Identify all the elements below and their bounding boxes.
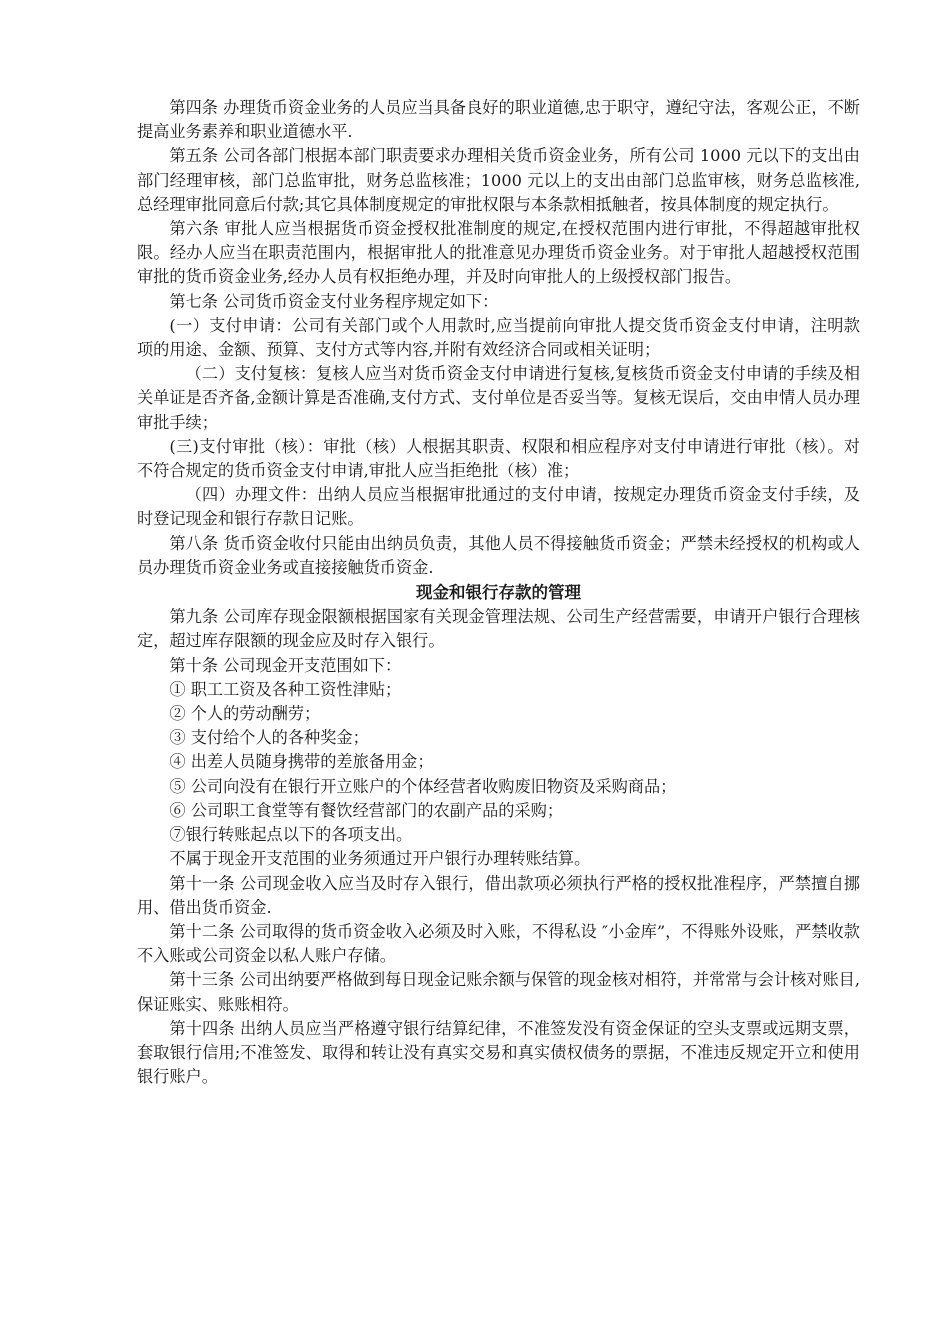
article-7-item-3: (三)支付审批（核）：审批（核）人根据其职责、权限和相应程序对支付申请进行审批（核）。对不符合规定的货币资金支付申请,审批人应当拒绝批（核）准； [137,436,860,481]
list-item: ③ 支付给个人的各种奖金； [169,728,369,748]
article-8: 第八条 货币资金收付只能由出纳员负责，其他人员不得接触货币资金；严禁未经授权的机构或人员办理货币资金业务或直接接触货币资金. [137,533,860,577]
list-item: ① 职工工资及各种工资性津贴； [169,679,402,699]
article-12: 第十二条 公司取得的货币资金收入必须及时入账，不得私设 ″小金库”，不得账外设账，严禁收款不入账或公司资金以私人账户存储。 [137,921,860,966]
article-13: 第十三条 公司出纳要严格做到每日现金记账余额与保管的现金核对相符，并常常与会计核对账目,保证账实、账账相符。 [137,970,860,1014]
document-page [137,96,860,1089]
list-item: ⑥ 公司职工食堂等有餐饮经营部门的农副产品的采购； [169,800,564,820]
article-5: 第五条 公司各部门根据本部门职责要求办理相关货币资金业务，所有公司 1000 元以下的支出由部门经理审核，部门总监审批，财务总监核准；1000 元以上的支出由部门总监审核，财务总监核准,总经理审批同意后付款;其它具体制度规定的审批权限与本条款相抵触者，按具体制度的规定执行。 [137,146,860,214]
article-7-item-1: (一）支付申请：公司有关部门或个人用款时,应当提前向审批人提交货币资金支付申请，注明款项的用途、金额、预算、支付方式等内容,并附有效经济合同或相关证明； [137,315,860,360]
list-item: ② 个人的劳动酬劳； [169,704,321,724]
article-7: 第七条 公司货币资金支付业务程序规定如下： [169,291,499,311]
transfer-note: 不属于现金开支范围的业务须通过开户银行办理转账结算。 [169,849,591,869]
article-7-item-4: （四）办理文件：出纳人员应当根据审批通过的支付申请，按规定办理货币资金支付手续，及时登记现金和银行存款日记账。 [137,485,860,529]
article-11: 第十一条 公司现金收入应当及时存入银行，借出款项必须执行严格的授权批准程序，严禁擅自挪用、借出货币资金. [137,873,860,917]
article-14: 第十四条 出纳人员应当严格遵守银行结算纪律，不准签发没有资金保证的空头支票或远期支票，套取银行信用;不准签发、取得和转让没有真实交易和真实债权债务的票据，不准违反规定开立和使用银行账户。 [137,1018,860,1087]
article-7-item-2: （二）支付复核：复核人应当对货币资金支付申请进行复核,复核货币资金支付申请的手续及相关单证是否齐备,金额计算是否准确,支付方式、支付单位是否妥当等。复核无误后，交由申情人员办理审批手续； [137,364,860,432]
list-item: ④ 出差人员随身携带的差旅备用金； [169,752,434,772]
section-heading: 现金和银行存款的管理 [416,583,581,603]
list-item: ⑦银行转账起点以下的各项支出。 [169,825,413,845]
article-10: 第十条 公司现金开支范围如下： [169,655,402,675]
article-9: 第九条 公司库存现金限额根据国家有关现金管理法规、公司生产经营需要，申请开户银行合理核定，超过库存限额的现金应及时存入银行。 [137,607,860,651]
article-4: 第四条 办理货币资金业务的人员应当具备良好的职业道德,忠于职守，遵纪守法，客观公正，不断提高业务素养和职业道德水平. [137,98,860,142]
list-item: ⑤ 公司向没有在银行开立账户的个体经营者收购废旧物资及采购商品； [169,776,677,796]
article-6: 第六条 审批人应当根据货币资金授权批准制度的规定,在授权范围内进行审批，不得超越审批权限。经办人应当在职责范围内，根据审批人的批准意见办理货币资金业务。对于审批人超越授权范围审批的货币资金业务,经办人员有权拒绝办理，并及时向审批人的上级授权部门报告。 [137,219,860,287]
